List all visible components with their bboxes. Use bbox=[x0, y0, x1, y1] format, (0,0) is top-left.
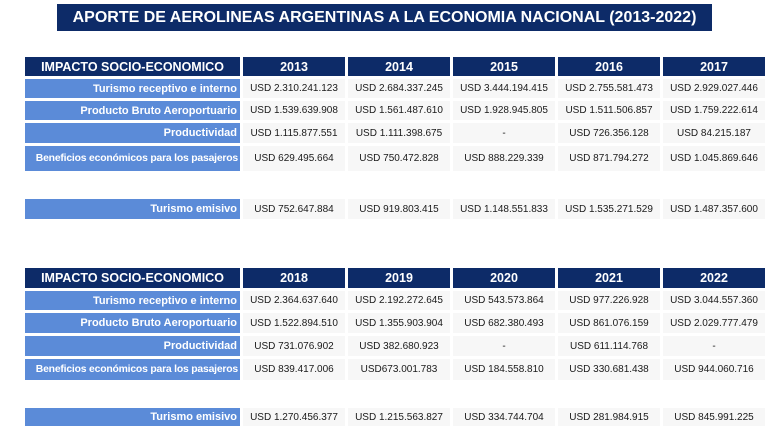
table-row bbox=[25, 123, 765, 143]
impact-table-2 bbox=[25, 268, 765, 426]
table-row bbox=[25, 146, 765, 171]
value-cell: USD 2.929.027.446 bbox=[663, 79, 765, 98]
table-row bbox=[25, 101, 765, 120]
year-header: 2016 bbox=[558, 57, 660, 76]
table-row bbox=[25, 313, 765, 333]
impact-table-1 bbox=[25, 57, 765, 219]
year-header: 2017 bbox=[663, 57, 765, 76]
value-cell: USD 919.803.415 bbox=[348, 199, 450, 219]
row-label: Turismo emisivo bbox=[25, 199, 240, 219]
table-row bbox=[25, 336, 765, 356]
page-title: APORTE DE AEROLINEAS ARGENTINAS A LA ECONOMIA NACIONAL (2013-2022) bbox=[57, 4, 712, 31]
table-header-row bbox=[25, 57, 765, 76]
value-cell: USD 871.794.272 bbox=[558, 146, 660, 171]
value-cell: USD 334.744.704 bbox=[453, 408, 555, 426]
value-cell: - bbox=[453, 336, 555, 356]
row-label: Turismo receptivo e interno bbox=[25, 79, 240, 98]
value-cell: USD 2.755.581.473 bbox=[558, 79, 660, 98]
value-cell: USD 839.417.006 bbox=[243, 359, 345, 380]
value-cell: USD 1.759.222.614 bbox=[663, 101, 765, 120]
blank-row bbox=[25, 383, 765, 405]
value-cell: USD 1.487.357.600 bbox=[663, 199, 765, 219]
value-cell: USD 629.495.664 bbox=[243, 146, 345, 171]
value-cell: USD 682.380.493 bbox=[453, 313, 555, 333]
value-cell: USD 750.472.828 bbox=[348, 146, 450, 171]
value-cell: USD 3.044.557.360 bbox=[663, 291, 765, 310]
row-label: Producto Bruto Aeroportuario bbox=[25, 313, 240, 333]
value-cell: USD 2.310.241.123 bbox=[243, 79, 345, 98]
value-cell: USD 977.226.928 bbox=[558, 291, 660, 310]
row-label: Turismo receptivo e interno bbox=[25, 291, 240, 310]
table-row bbox=[25, 79, 765, 98]
table-row bbox=[25, 199, 765, 219]
column-header-label: IMPACTO SOCIO-ECONOMICO bbox=[25, 57, 240, 76]
row-label: Beneficios económicos para los pasajeros bbox=[25, 359, 240, 380]
table-header-row bbox=[25, 268, 765, 288]
value-cell: USD 1.561.487.610 bbox=[348, 101, 450, 120]
column-header-label: IMPACTO SOCIO-ECONOMICO bbox=[25, 268, 240, 288]
value-cell: USD 1.355.903.904 bbox=[348, 313, 450, 333]
value-cell: USD 861.076.159 bbox=[558, 313, 660, 333]
value-cell: USD 1.111.398.675 bbox=[348, 123, 450, 143]
row-label: Productividad bbox=[25, 336, 240, 356]
value-cell: USD 1.045.869.646 bbox=[663, 146, 765, 171]
value-cell: USD 543.573.864 bbox=[453, 291, 555, 310]
value-cell: USD 2.364.637.640 bbox=[243, 291, 345, 310]
value-cell: USD 1.522.894.510 bbox=[243, 313, 345, 333]
value-cell: USD673.001.783 bbox=[348, 359, 450, 380]
value-cell: USD 330.681.438 bbox=[558, 359, 660, 380]
year-header: 2021 bbox=[558, 268, 660, 288]
table-row bbox=[25, 408, 765, 426]
value-cell: USD 1.215.563.827 bbox=[348, 408, 450, 426]
blank-row bbox=[25, 174, 765, 196]
value-cell: USD 2.029.777.479 bbox=[663, 313, 765, 333]
value-cell: USD 845.991.225 bbox=[663, 408, 765, 426]
table-row bbox=[25, 291, 765, 310]
value-cell: USD 2.192.272.645 bbox=[348, 291, 450, 310]
value-cell: USD 2.684.337.245 bbox=[348, 79, 450, 98]
value-cell: - bbox=[453, 123, 555, 143]
value-cell: USD 944.060.716 bbox=[663, 359, 765, 380]
year-header: 2013 bbox=[243, 57, 345, 76]
year-header: 2020 bbox=[453, 268, 555, 288]
value-cell: - bbox=[663, 336, 765, 356]
value-cell: USD 731.076.902 bbox=[243, 336, 345, 356]
value-cell: USD 382.680.923 bbox=[348, 336, 450, 356]
value-cell: USD 1.148.551.833 bbox=[453, 199, 555, 219]
year-header: 2019 bbox=[348, 268, 450, 288]
value-cell: USD 611.114.768 bbox=[558, 336, 660, 356]
row-label: Productividad bbox=[25, 123, 240, 143]
value-cell: USD 726.356.128 bbox=[558, 123, 660, 143]
row-label: Turismo emisivo bbox=[25, 408, 240, 426]
value-cell: USD 1.539.639.908 bbox=[243, 101, 345, 120]
row-label: Beneficios económicos para los pasajeros bbox=[25, 146, 240, 171]
value-cell: USD 184.558.810 bbox=[453, 359, 555, 380]
value-cell: USD 1.928.945.805 bbox=[453, 101, 555, 120]
year-header: 2022 bbox=[663, 268, 765, 288]
table-row bbox=[25, 359, 765, 380]
value-cell: USD 752.647.884 bbox=[243, 199, 345, 219]
value-cell: USD 1.511.506.857 bbox=[558, 101, 660, 120]
year-header: 2015 bbox=[453, 57, 555, 76]
value-cell: USD 1.535.271.529 bbox=[558, 199, 660, 219]
value-cell: USD 888.229.339 bbox=[453, 146, 555, 171]
value-cell: USD 1.115.877.551 bbox=[243, 123, 345, 143]
value-cell: USD 281.984.915 bbox=[558, 408, 660, 426]
value-cell: USD 84.215.187 bbox=[663, 123, 765, 143]
year-header: 2018 bbox=[243, 268, 345, 288]
value-cell: USD 3.444.194.415 bbox=[453, 79, 555, 98]
year-header: 2014 bbox=[348, 57, 450, 76]
row-label: Producto Bruto Aeroportuario bbox=[25, 101, 240, 120]
value-cell: USD 1.270.456.377 bbox=[243, 408, 345, 426]
